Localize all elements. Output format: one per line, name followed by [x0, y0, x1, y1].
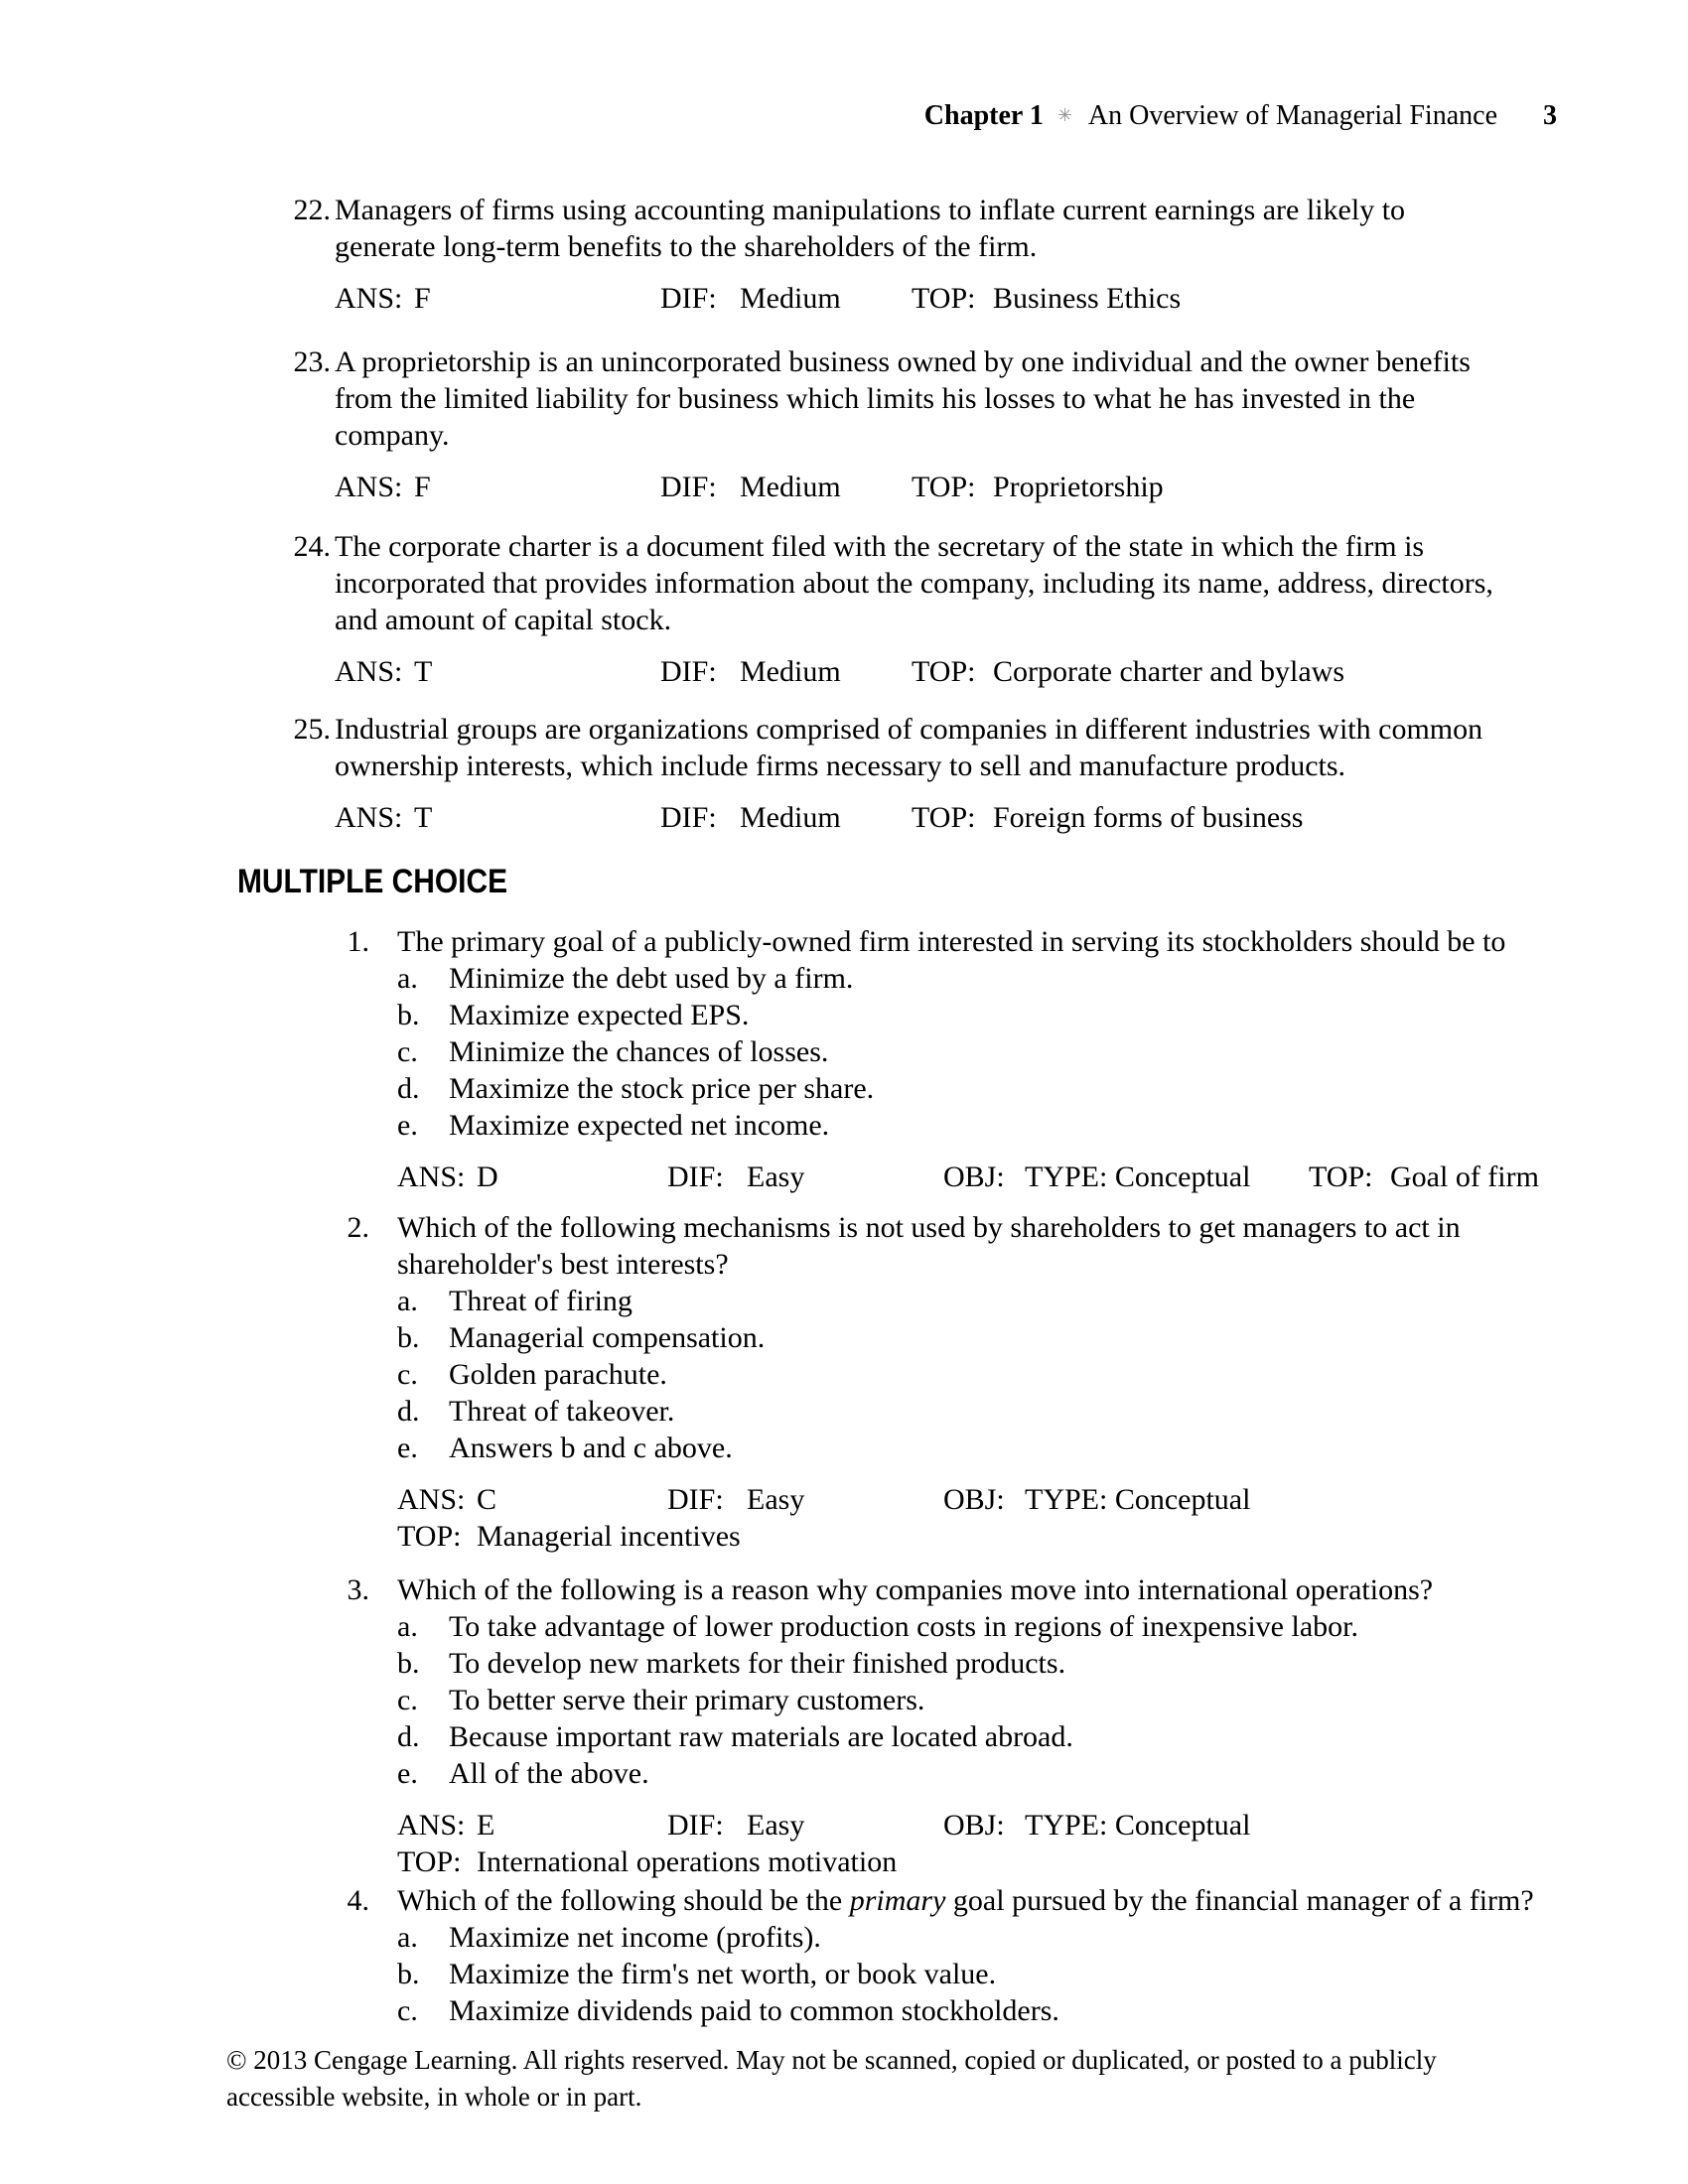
option-a: [397, 960, 1505, 997]
question-text-line: Industrial groups are organizations comprised of companies in different industries with common: [335, 713, 1483, 746]
option-text: Minimize the chances of losses.: [449, 1035, 829, 1068]
top-label: TOP:: [912, 801, 976, 834]
question-number: 1.: [347, 925, 369, 958]
option-d: [397, 1393, 1461, 1430]
option-letter: b.: [397, 1647, 420, 1680]
option-letter: e.: [397, 1757, 418, 1790]
question-text-line: A proprietorship is an unincorporated business owned by one individual and the owner benefits: [335, 345, 1471, 378]
option-text: Maximize the stock price per share.: [449, 1072, 875, 1105]
footer-line: accessible website, in whole or in part.: [226, 2082, 642, 2112]
option-a: [397, 1608, 1433, 1645]
ans-value: F: [414, 282, 431, 315]
ans-value: T: [414, 655, 433, 688]
option-a: [397, 1919, 1534, 1956]
mc-question-3: [347, 1571, 1434, 1880]
question-text-post: goal pursued by the financial manager of a firm?: [945, 1884, 1534, 1917]
option-text: Maximize expected net income.: [449, 1109, 830, 1142]
answer-row: [397, 1807, 1433, 1843]
question-number: 3.: [347, 1573, 369, 1606]
question-text-pre: Which of the following should be the: [397, 1884, 850, 1917]
dif-value: Medium: [740, 282, 841, 315]
tf-question-22: [293, 192, 1406, 317]
dif-value: Easy: [747, 1160, 805, 1193]
ornament-icon: ✳: [1056, 105, 1072, 125]
footer-line: © 2013 Cengage Learning. All rights reserved. May not be scanned, copied or duplicated, or posted to a publicly: [226, 2045, 1437, 2075]
ans-value: F: [414, 471, 431, 503]
option-c: [397, 1356, 1461, 1393]
answer-row: [335, 653, 1493, 690]
ans-label: ANS:: [335, 801, 403, 834]
obj-value: TYPE: Conceptual: [1025, 1160, 1251, 1193]
option-text: Because important raw materials are located abroad.: [449, 1720, 1073, 1753]
option-letter: a.: [397, 1285, 418, 1317]
option-e: [397, 1430, 1461, 1466]
option-text: Answers b and c above.: [449, 1432, 733, 1464]
ans-label: ANS:: [397, 1483, 466, 1516]
option-b: [397, 1645, 1433, 1682]
section-heading-multiple-choice: MULTIPLE CHOICE: [237, 863, 508, 900]
question-text-line: The corporate charter is a document filed with the secretary of the state in which the firm is: [335, 530, 1425, 563]
question-number: 4.: [347, 1884, 369, 1917]
option-c: [397, 1682, 1433, 1718]
topic-row: [397, 1518, 1461, 1555]
option-text: Threat of firing: [449, 1285, 633, 1317]
mc-question-1: [347, 923, 1539, 1195]
answer-row: [335, 799, 1482, 836]
question-number: 23.: [293, 345, 331, 378]
option-text: To take advantage of lower production costs in regions of inexpensive labor.: [449, 1610, 1358, 1643]
option-letter: c.: [397, 1035, 418, 1068]
option-letter: c.: [397, 1994, 418, 2027]
question-text-line: ownership interests, which include firms necessary to sell and manufacture products.: [335, 750, 1346, 782]
question-text-line: company.: [335, 419, 450, 452]
header-title: An Overview of Managerial Finance: [1087, 100, 1497, 131]
obj-value: TYPE: Conceptual: [1025, 1483, 1251, 1516]
top-label: TOP:: [1309, 1160, 1373, 1193]
dif-label: DIF:: [667, 1483, 724, 1516]
option-letter: e.: [397, 1432, 418, 1464]
question-text-line: The primary goal of a publicly-owned firm interested in serving its stockholders should be to: [397, 925, 1506, 958]
top-value: Proprietorship: [993, 471, 1164, 503]
option-a: [397, 1283, 1461, 1319]
dif-value: Easy: [747, 1809, 805, 1842]
option-letter: a.: [397, 1921, 418, 1954]
page-number: 3: [1543, 100, 1557, 131]
top-label: TOP:: [912, 471, 976, 503]
dif-label: DIF:: [667, 1809, 724, 1842]
topic-row: [397, 1843, 1433, 1880]
option-text: All of the above.: [449, 1757, 649, 1790]
ans-label: ANS:: [335, 471, 403, 503]
question-text-line: incorporated that provides information about the company, including its name, address, directors,: [335, 567, 1493, 600]
question-text-line: and amount of capital stock.: [335, 604, 672, 636]
option-b: [397, 1319, 1461, 1356]
option-letter: a.: [397, 962, 418, 995]
question-text-line: Which of the following is a reason why companies move into international operations?: [397, 1573, 1434, 1606]
obj-label: OBJ:: [943, 1160, 1005, 1193]
ans-label: ANS:: [397, 1160, 466, 1193]
option-text: Maximize net income (profits).: [449, 1921, 821, 1954]
question-text-line: shareholder's best interests?: [397, 1248, 729, 1281]
top-value: Corporate charter and bylaws: [993, 655, 1345, 688]
option-e: [397, 1755, 1433, 1792]
dif-label: DIF:: [667, 1160, 724, 1193]
option-letter: c.: [397, 1684, 418, 1716]
dif-value: Medium: [740, 655, 841, 688]
question-number: 24.: [293, 530, 331, 563]
option-b: [397, 1956, 1534, 1992]
tf-question-24: [293, 528, 1493, 690]
answer-row: [335, 469, 1471, 505]
option-letter: b.: [397, 1321, 420, 1354]
option-letter: d.: [397, 1720, 420, 1753]
dif-value: Medium: [740, 801, 841, 834]
ans-label: ANS:: [397, 1809, 466, 1842]
option-text: Threat of takeover.: [449, 1395, 675, 1428]
obj-label: OBJ:: [943, 1483, 1005, 1516]
ans-label: ANS:: [335, 282, 403, 315]
ans-value: E: [477, 1809, 495, 1842]
ans-label: ANS:: [335, 655, 403, 688]
option-e: [397, 1107, 1505, 1144]
copyright-footer: [226, 2042, 1437, 2116]
ans-value: C: [477, 1483, 497, 1516]
question-text-italic: primary: [849, 1884, 946, 1917]
option-text: Maximize the firm's net worth, or book value.: [449, 1958, 997, 1990]
option-text: Maximize dividends paid to common stockholders.: [449, 1994, 1059, 2027]
top-value: International operations motivation: [477, 1845, 898, 1878]
top-label: TOP:: [912, 655, 976, 688]
tf-question-23: [293, 343, 1471, 505]
top-value: Goal of firm: [1390, 1160, 1539, 1193]
option-text: Managerial compensation.: [449, 1321, 766, 1354]
ans-value: D: [477, 1160, 498, 1193]
dif-label: DIF:: [660, 801, 717, 834]
option-letter: e.: [397, 1109, 418, 1142]
top-value: Managerial incentives: [477, 1520, 741, 1553]
obj-value: TYPE: Conceptual: [1025, 1809, 1251, 1842]
option-d: [397, 1718, 1433, 1755]
top-label: TOP:: [397, 1845, 462, 1878]
answer-row: [397, 1481, 1461, 1518]
option-letter: d.: [397, 1072, 420, 1105]
dif-label: DIF:: [660, 655, 717, 688]
mc-question-2: [347, 1209, 1461, 1555]
top-value: Foreign forms of business: [993, 801, 1304, 834]
tf-question-25: [293, 711, 1483, 836]
option-letter: a.: [397, 1610, 418, 1643]
option-b: [397, 997, 1505, 1033]
dif-value: Medium: [740, 471, 841, 503]
question-text-line: Managers of firms using accounting manipulations to inflate current earnings are likely to: [335, 194, 1406, 226]
question-number: 2.: [347, 1211, 369, 1244]
answer-row: [335, 280, 1405, 317]
option-letter: c.: [397, 1358, 418, 1391]
option-c: [397, 1992, 1534, 2029]
question-number: 25.: [293, 713, 331, 746]
question-number: 22.: [293, 194, 331, 226]
dif-label: DIF:: [660, 471, 717, 503]
answer-row: [397, 1159, 1539, 1195]
dif-label: DIF:: [660, 282, 717, 315]
top-label: TOP:: [397, 1520, 462, 1553]
obj-label: OBJ:: [943, 1809, 1005, 1842]
option-c: [397, 1033, 1505, 1070]
chapter-label: Chapter 1: [923, 100, 1044, 131]
page-header: [0, 100, 1557, 132]
option-letter: b.: [397, 1958, 420, 1990]
mc-question-4: [347, 1882, 1534, 2029]
question-text-line: generate long-term benefits to the shareholders of the firm.: [335, 230, 1038, 263]
option-text: Maximize expected EPS.: [449, 999, 750, 1031]
top-value: Business Ethics: [993, 282, 1182, 315]
option-text: To develop new markets for their finished products.: [449, 1647, 1066, 1680]
question-text-line: Which of the following mechanisms is not used by shareholders to get managers to act in: [397, 1211, 1461, 1244]
option-text: Minimize the debt used by a firm.: [449, 962, 854, 995]
top-label: TOP:: [912, 282, 976, 315]
question-text-line: [397, 1882, 1534, 1919]
option-text: To better serve their primary customers.: [449, 1684, 925, 1716]
option-letter: d.: [397, 1395, 420, 1428]
question-text-line: from the limited liability for business which limits his losses to what he has invested in the: [335, 382, 1416, 415]
ans-value: T: [414, 801, 433, 834]
option-text: Golden parachute.: [449, 1358, 667, 1391]
option-letter: b.: [397, 999, 420, 1031]
option-d: [397, 1070, 1505, 1107]
dif-value: Easy: [747, 1483, 805, 1516]
